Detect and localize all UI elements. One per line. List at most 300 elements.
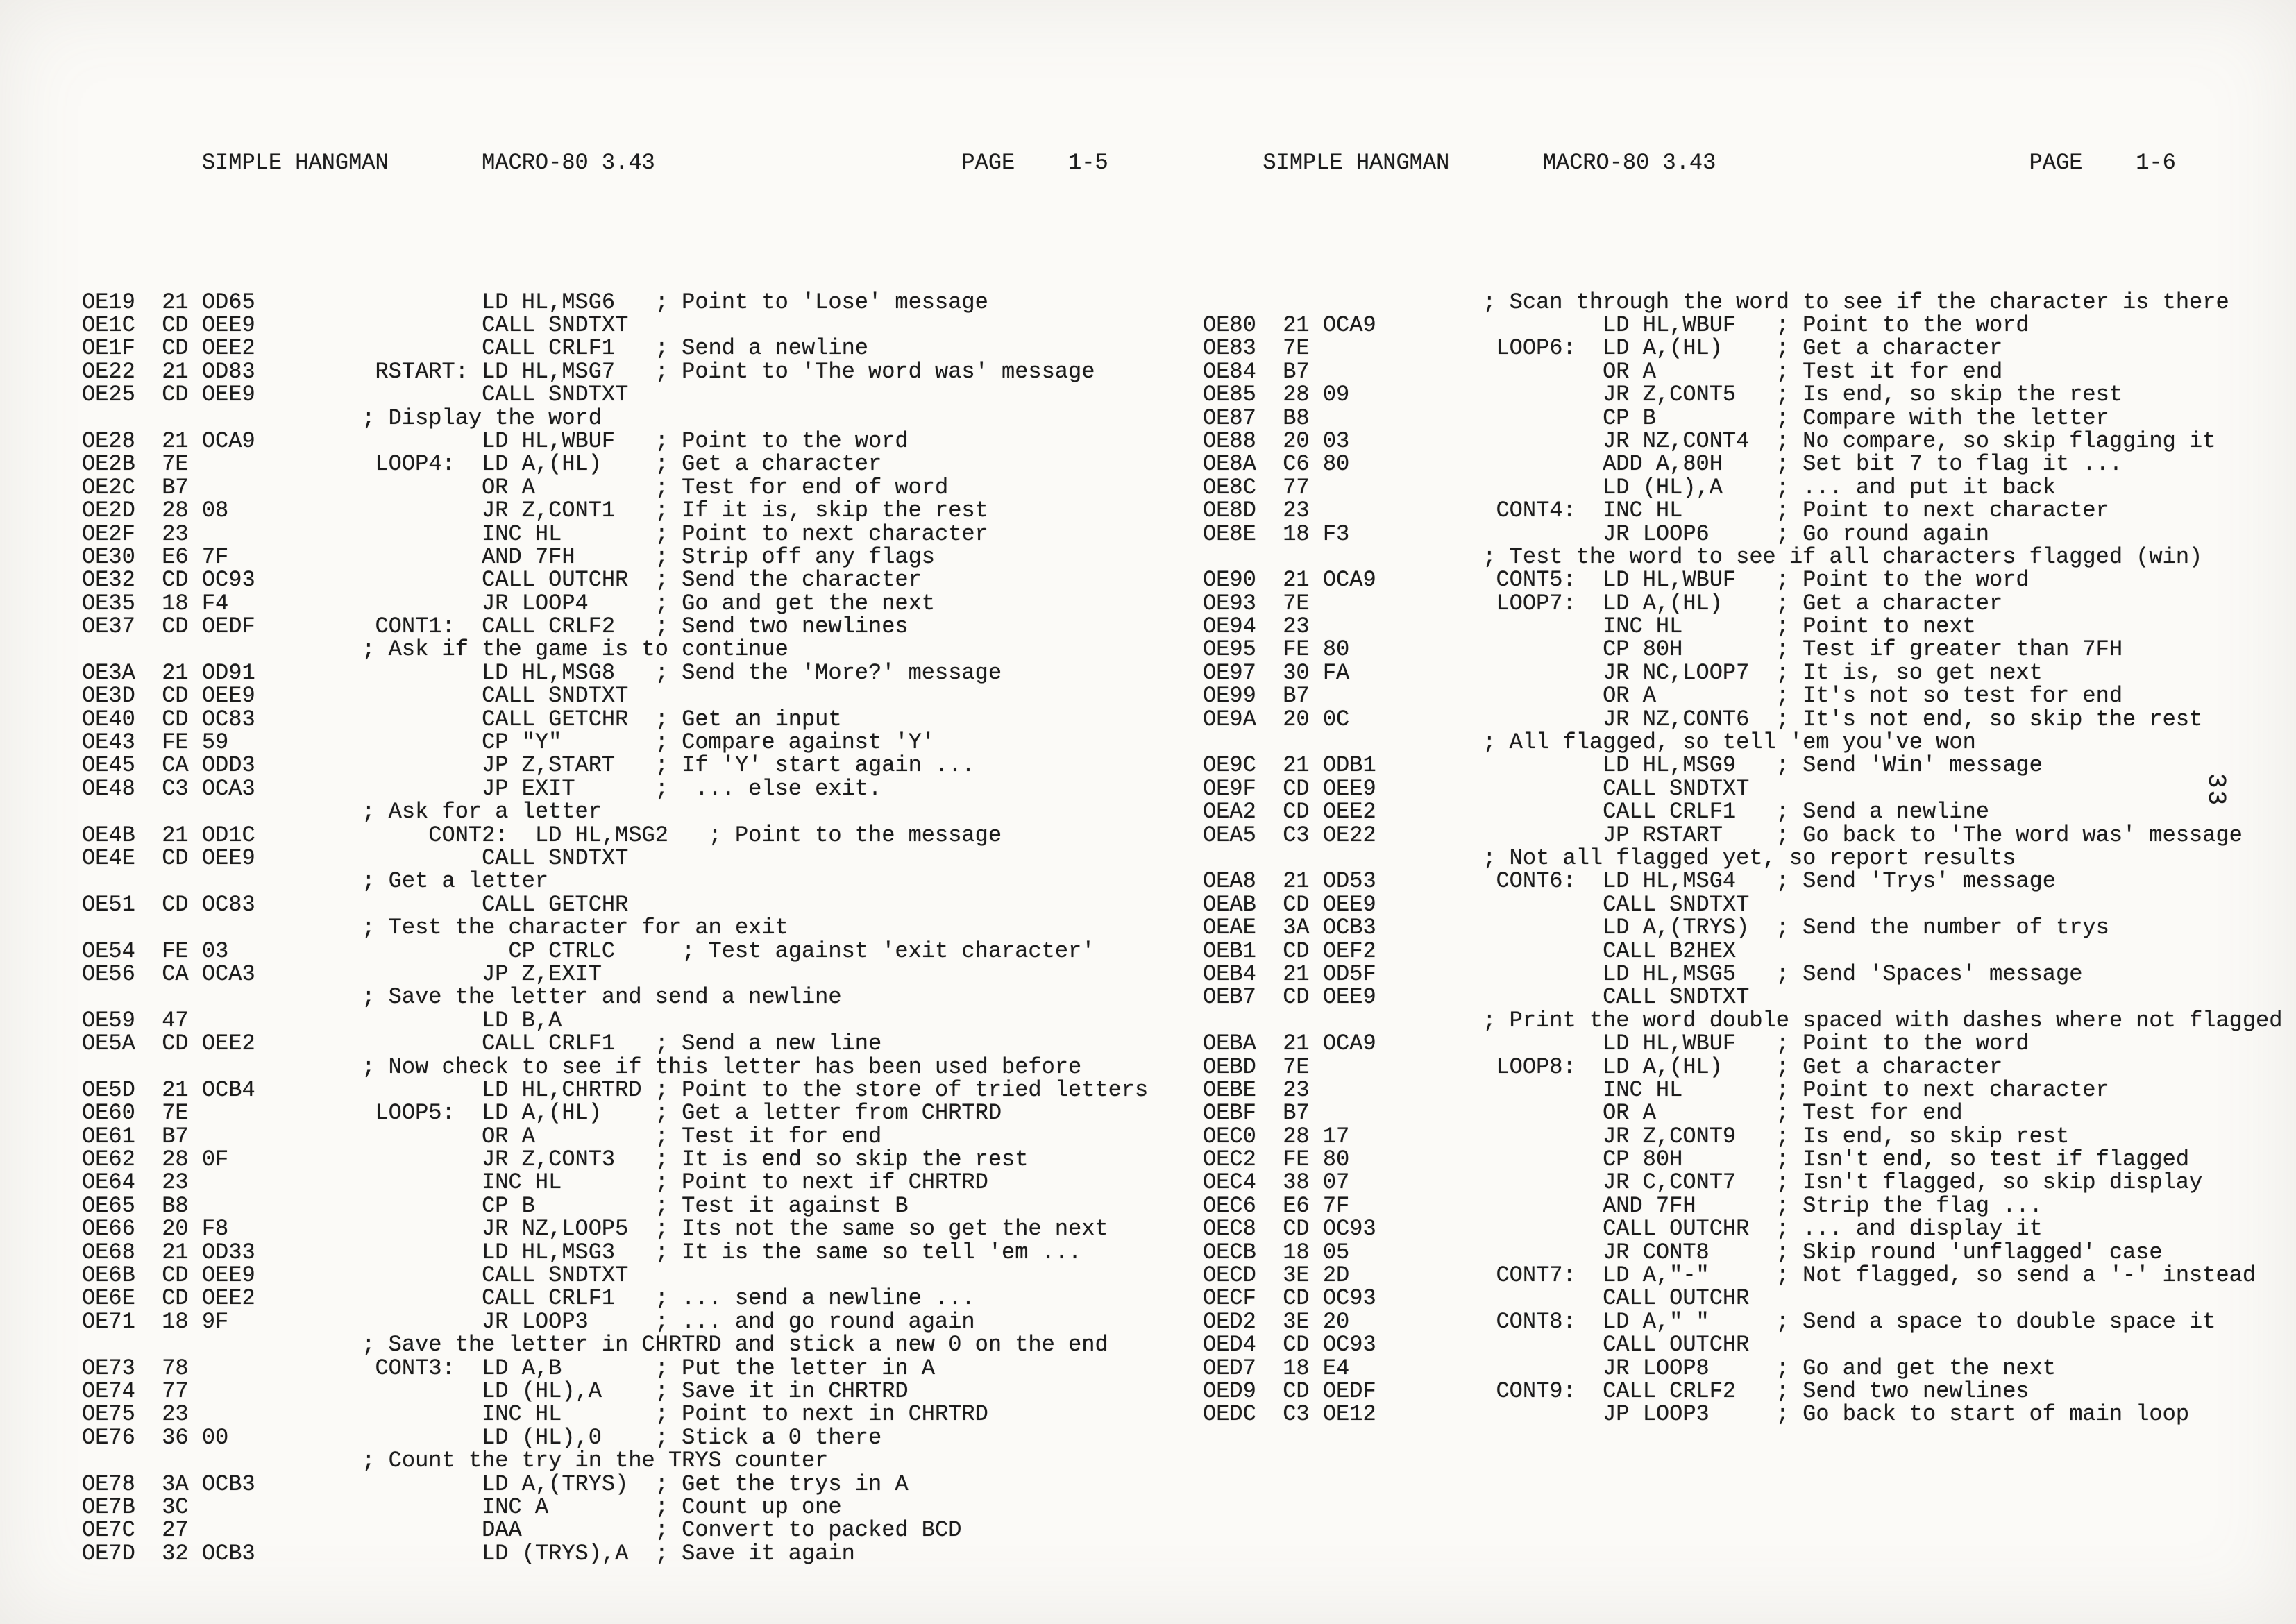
object-bytes: 20 03 bbox=[1283, 428, 1350, 454]
block-comment-text: ; All flagged, so tell 'em you've won bbox=[1483, 729, 1976, 756]
address: OE40 bbox=[82, 706, 135, 732]
instruction: INC HL bbox=[1603, 498, 1683, 524]
object-bytes: 30 FA bbox=[1283, 659, 1350, 686]
comment: ; Isn't flagged, so skip display bbox=[1775, 1169, 2203, 1196]
code-line bbox=[1203, 708, 2286, 731]
instruction: LD A,(HL) bbox=[1603, 1054, 1723, 1080]
address: OE51 bbox=[82, 891, 135, 917]
assembler-name: MACRO-80 3.43 bbox=[1542, 150, 1716, 176]
comment: ; No compare, so skip flagging it bbox=[1775, 428, 2216, 454]
comment: ; Point to the word bbox=[655, 428, 909, 454]
assembler-name: MACRO-80 3.43 bbox=[482, 150, 655, 176]
instruction: CALL SNDTXT bbox=[1603, 775, 1750, 802]
code-line bbox=[82, 1076, 1192, 1103]
object-bytes: 23 bbox=[1283, 498, 1310, 524]
instruction: LD HL,MSG6 bbox=[482, 289, 616, 315]
object-bytes: 7E bbox=[162, 451, 189, 477]
instruction: JR Z,CONT1 bbox=[482, 498, 616, 524]
code-line bbox=[1203, 430, 2286, 452]
instruction: LD HL,MSG3 bbox=[482, 1239, 616, 1265]
object-bytes: CA ODD3 bbox=[162, 752, 255, 779]
object-bytes: 7E bbox=[1283, 335, 1310, 362]
object-bytes: CD OEDF bbox=[162, 614, 255, 640]
address: OEC2 bbox=[1203, 1147, 1256, 1173]
address: OE80 bbox=[1203, 312, 1256, 339]
object-bytes: 23 bbox=[162, 1401, 189, 1428]
address: OE83 bbox=[1203, 335, 1256, 362]
instruction: CALL SNDTXT bbox=[482, 1262, 629, 1289]
code-line bbox=[1203, 777, 2286, 800]
instruction: CALL GETCHR bbox=[482, 706, 629, 732]
instruction: INC HL bbox=[482, 1169, 562, 1196]
code-line bbox=[1203, 986, 2286, 1008]
code-line bbox=[1203, 940, 2286, 963]
comment: ; Send a new line bbox=[655, 1031, 882, 1057]
comment-line bbox=[1203, 847, 2286, 870]
address: OEBD bbox=[1203, 1054, 1256, 1080]
object-bytes: CD OEE9 bbox=[1283, 775, 1376, 802]
code-line bbox=[1203, 638, 2286, 661]
object-bytes: CD OEE2 bbox=[1283, 799, 1376, 825]
page-word: PAGE bbox=[961, 150, 1015, 176]
instruction: LD A,B bbox=[482, 1355, 562, 1381]
comment: ; Go back to 'The word was' message bbox=[1775, 822, 2243, 848]
comment: ; Get a character bbox=[1775, 590, 2003, 616]
comment: ; Send a newline bbox=[655, 335, 868, 362]
address: OE62 bbox=[82, 1147, 135, 1173]
object-bytes: 21 OD5F bbox=[1283, 961, 1376, 987]
label: CONT5: bbox=[1496, 567, 1576, 593]
code-line bbox=[1203, 1264, 2286, 1287]
instruction: LD HL,WBUF bbox=[482, 428, 616, 454]
object-bytes: CD OEE9 bbox=[162, 312, 255, 339]
address: OE9A bbox=[1203, 706, 1256, 732]
comment: ; Point to the store of tried letters bbox=[655, 1076, 1149, 1103]
object-bytes: CD OC93 bbox=[1283, 1285, 1376, 1312]
instruction: LD A,(HL) bbox=[1603, 590, 1723, 616]
code-line bbox=[82, 1380, 1192, 1403]
address: OEA2 bbox=[1203, 799, 1256, 825]
instruction: CALL OUTCHR bbox=[1603, 1216, 1750, 1242]
label: CONT9: bbox=[1496, 1378, 1576, 1404]
comment: ; Go round again bbox=[1775, 521, 1989, 547]
instruction: LD A,(TRYS) bbox=[482, 1471, 629, 1497]
page-header bbox=[82, 128, 1192, 176]
address: OE87 bbox=[1203, 405, 1256, 431]
address: OE3A bbox=[82, 659, 135, 686]
code-line bbox=[82, 1287, 1192, 1310]
instruction: JR LOOP4 bbox=[482, 590, 589, 616]
object-bytes: 21 OCA9 bbox=[1283, 312, 1376, 339]
address: OE78 bbox=[82, 1471, 135, 1497]
instruction: CALL B2HEX bbox=[1603, 938, 1737, 964]
address: OECF bbox=[1203, 1285, 1256, 1312]
comment: ; Compare with the letter bbox=[1775, 405, 2109, 431]
listing-page-1-6 bbox=[1203, 82, 2286, 1473]
instruction: LD HL,WBUF bbox=[1603, 1031, 1737, 1057]
object-bytes: 20 F8 bbox=[162, 1216, 229, 1242]
code-line bbox=[82, 1009, 1192, 1032]
code-line bbox=[1203, 870, 2286, 893]
block-comment-text: ; Ask if the game is to continue bbox=[362, 636, 788, 663]
comment: ; Point to the word bbox=[1775, 567, 2029, 593]
address: OE59 bbox=[82, 1007, 135, 1033]
object-bytes: 21 OD1C bbox=[162, 822, 255, 848]
comment-line bbox=[82, 1333, 1192, 1356]
address: OEC6 bbox=[1203, 1192, 1256, 1219]
comment: ; Get a character bbox=[655, 451, 882, 477]
code-line bbox=[82, 847, 1192, 870]
instruction: INC A bbox=[482, 1494, 549, 1520]
object-bytes: CD OEE9 bbox=[1283, 984, 1376, 1010]
code-line bbox=[1203, 1032, 2286, 1055]
address: OE32 bbox=[82, 567, 135, 593]
address: OE5A bbox=[82, 1031, 135, 1057]
address: OE1C bbox=[82, 312, 135, 339]
comment-line bbox=[82, 916, 1192, 939]
label: CONT4: bbox=[1496, 498, 1576, 524]
comment-line bbox=[1203, 1009, 2286, 1032]
comment: ; Send 'Trys' message bbox=[1775, 868, 2056, 895]
address: OEB4 bbox=[1203, 961, 1256, 987]
instruction: ADD A,80H bbox=[1603, 451, 1723, 477]
code-line bbox=[82, 615, 1192, 638]
instruction: LD (TRYS),A bbox=[482, 1540, 629, 1566]
code-line bbox=[82, 1032, 1192, 1055]
comment-line bbox=[1203, 545, 2286, 568]
code-line bbox=[1203, 1148, 2286, 1171]
code-line bbox=[1203, 592, 2286, 615]
code-line bbox=[1203, 383, 2286, 406]
address: OE65 bbox=[82, 1192, 135, 1219]
address: OE7B bbox=[82, 1494, 135, 1520]
comment: ; Get the trys in A bbox=[655, 1471, 909, 1497]
address: OE54 bbox=[82, 938, 135, 964]
object-bytes: CD OEF2 bbox=[1283, 938, 1376, 964]
instruction: LD HL,MSG7 bbox=[482, 358, 616, 384]
comment-line bbox=[1203, 291, 2286, 314]
instruction: CALL OUTCHR bbox=[1603, 1285, 1750, 1312]
address: OE85 bbox=[1203, 382, 1256, 408]
object-bytes: C3 OE22 bbox=[1283, 822, 1376, 848]
object-bytes: 21 ODB1 bbox=[1283, 752, 1376, 779]
code-line bbox=[1203, 916, 2286, 939]
comment: ; Get a character bbox=[1775, 1054, 2003, 1080]
object-bytes: 23 bbox=[162, 521, 189, 547]
address: OEC0 bbox=[1203, 1123, 1256, 1149]
code-line bbox=[82, 1357, 1192, 1380]
comment: ; ... else exit. bbox=[655, 775, 882, 802]
object-bytes: CA OCA3 bbox=[162, 961, 255, 987]
comment: ; Send a newline bbox=[1775, 799, 1989, 825]
code-line bbox=[1203, 1171, 2286, 1194]
address: OE30 bbox=[82, 543, 135, 570]
address: OE2D bbox=[82, 498, 135, 524]
address: OE4E bbox=[82, 845, 135, 871]
address: OE76 bbox=[82, 1424, 135, 1450]
code-line bbox=[82, 1217, 1192, 1240]
object-bytes: FE 80 bbox=[1283, 1147, 1350, 1173]
comment: ; Send 'Win' message bbox=[1775, 752, 2043, 779]
address: OE84 bbox=[1203, 358, 1256, 384]
instruction: LD HL,MSG5 bbox=[1603, 961, 1737, 987]
instruction: INC HL bbox=[482, 521, 562, 547]
block-comment-text: ; Count the try in the TRYS counter bbox=[362, 1448, 829, 1474]
code-line bbox=[82, 708, 1192, 731]
object-bytes: 20 0C bbox=[1283, 706, 1350, 732]
object-bytes: E6 7F bbox=[162, 543, 229, 570]
comment: ; Stick a 0 there bbox=[655, 1424, 882, 1450]
instruction: CALL SNDTXT bbox=[482, 845, 629, 871]
object-bytes: CD OEE2 bbox=[162, 1031, 255, 1057]
header-gap bbox=[82, 198, 1192, 244]
instruction: CALL OUTCHR bbox=[482, 567, 629, 593]
code-line bbox=[1203, 1357, 2286, 1380]
code-line bbox=[82, 661, 1192, 684]
instruction: CALL SNDTXT bbox=[1603, 984, 1750, 1010]
instruction: JR NZ,CONT6 bbox=[1603, 706, 1750, 732]
label: LOOP8: bbox=[1496, 1054, 1576, 1080]
comment-line bbox=[82, 407, 1192, 430]
address: OE2B bbox=[82, 451, 135, 477]
address: OE8E bbox=[1203, 521, 1256, 547]
object-bytes: C6 80 bbox=[1283, 451, 1350, 477]
comment-line bbox=[82, 638, 1192, 661]
address: OEAB bbox=[1203, 891, 1256, 917]
code-line bbox=[1203, 1076, 2286, 1103]
instruction: LD A,(TRYS) bbox=[1603, 915, 1750, 941]
object-bytes: 23 bbox=[162, 1169, 189, 1196]
instruction: LD A,"-" bbox=[1603, 1262, 1710, 1289]
instruction: JP LOOP3 bbox=[1603, 1401, 1710, 1428]
code-line bbox=[82, 1194, 1192, 1217]
object-bytes: 23 bbox=[1283, 1076, 1310, 1103]
object-bytes: 78 bbox=[162, 1355, 189, 1381]
comment: ; Point to 'Lose' message bbox=[655, 289, 988, 315]
object-bytes: CD OC83 bbox=[162, 891, 255, 917]
address: OE64 bbox=[82, 1169, 135, 1196]
instruction: CALL SNDTXT bbox=[1603, 891, 1750, 917]
address: OE61 bbox=[82, 1123, 135, 1149]
address: OE1F bbox=[82, 335, 135, 362]
comment: ; Test if greater than 7FH bbox=[1775, 636, 2123, 663]
instruction: LD HL,MSG9 bbox=[1603, 752, 1737, 779]
object-bytes: B7 bbox=[162, 1123, 189, 1149]
comment-line bbox=[82, 870, 1192, 893]
code-line bbox=[82, 360, 1192, 383]
code-line bbox=[82, 893, 1192, 916]
instruction: CALL CRLF2 bbox=[1603, 1378, 1737, 1404]
block-comment-text: ; Save the letter and send a newline bbox=[362, 984, 842, 1010]
code-line bbox=[82, 940, 1192, 963]
address: OE28 bbox=[82, 428, 135, 454]
comment: ; Test it for end bbox=[655, 1123, 882, 1149]
code-line bbox=[1203, 963, 2286, 986]
code-line bbox=[82, 337, 1192, 360]
object-bytes: 21 OCA9 bbox=[162, 428, 255, 454]
address: OE75 bbox=[82, 1401, 135, 1428]
code-line bbox=[82, 1542, 1192, 1565]
instruction: JR C,CONT7 bbox=[1603, 1169, 1737, 1196]
address: OE37 bbox=[82, 614, 135, 640]
object-bytes: 18 05 bbox=[1283, 1239, 1350, 1265]
comment: ; It is the same so tell 'em ... bbox=[655, 1239, 1082, 1265]
code-line bbox=[82, 1403, 1192, 1426]
address: OECB bbox=[1203, 1239, 1256, 1265]
comment: ; Point to next character bbox=[655, 521, 988, 547]
code-line bbox=[1203, 407, 2286, 430]
instruction: CALL CRLF1 bbox=[482, 1285, 616, 1312]
comment: ; Point to the message bbox=[708, 822, 1002, 848]
code-line bbox=[1203, 1101, 2286, 1124]
address: OEBE bbox=[1203, 1076, 1256, 1103]
code-line bbox=[82, 1519, 1192, 1541]
instruction: CALL CRLF2 bbox=[482, 614, 616, 640]
address: OEB7 bbox=[1203, 984, 1256, 1010]
address: OED9 bbox=[1203, 1378, 1256, 1404]
instruction: LD HL,MSG8 bbox=[482, 659, 616, 686]
address: OE71 bbox=[82, 1308, 135, 1335]
address: OE9F bbox=[1203, 775, 1256, 802]
comment: ; Point to next character bbox=[1775, 498, 2109, 524]
instruction: LD HL,CHRTRD bbox=[482, 1076, 642, 1103]
address: OEA8 bbox=[1203, 868, 1256, 895]
page-number: 1-6 bbox=[2136, 150, 2176, 176]
object-bytes: 21 OD53 bbox=[1283, 868, 1376, 895]
object-bytes: CD OC93 bbox=[162, 567, 255, 593]
object-bytes: B7 bbox=[1283, 1100, 1310, 1126]
address: OE73 bbox=[82, 1355, 135, 1381]
object-bytes: FE 59 bbox=[162, 729, 229, 756]
comment: ; Its not the same so get the next bbox=[655, 1216, 1108, 1242]
label: LOOP4: bbox=[375, 451, 455, 477]
comment: ; Get a letter from CHRTRD bbox=[655, 1100, 1002, 1126]
code-line bbox=[1203, 452, 2286, 475]
code-line bbox=[1203, 1380, 2286, 1403]
object-bytes: B8 bbox=[162, 1192, 189, 1219]
address: OE6B bbox=[82, 1262, 135, 1289]
code-line bbox=[82, 383, 1192, 406]
code-line bbox=[82, 499, 1192, 522]
instruction: JR NZ,LOOP5 bbox=[482, 1216, 629, 1242]
code-line bbox=[1203, 314, 2286, 337]
object-bytes: 23 bbox=[1283, 614, 1310, 640]
page-word: PAGE bbox=[2029, 150, 2083, 176]
block-comment-text: ; Display the word bbox=[362, 405, 602, 431]
instruction: JR LOOP6 bbox=[1603, 521, 1710, 547]
instruction: LD HL,WBUF bbox=[1603, 567, 1737, 593]
object-bytes: 21 OD33 bbox=[162, 1239, 255, 1265]
code-line bbox=[1203, 523, 2286, 545]
code-line bbox=[82, 824, 1192, 847]
object-bytes: B8 bbox=[1283, 405, 1310, 431]
address: OE94 bbox=[1203, 614, 1256, 640]
address: OEB1 bbox=[1203, 938, 1256, 964]
comment: ; Test for end bbox=[1775, 1100, 1963, 1126]
comment: ; It is, so get next bbox=[1775, 659, 2043, 686]
address: OE66 bbox=[82, 1216, 135, 1242]
block-comment-text: ; Not all flagged yet, so report results bbox=[1483, 845, 2016, 871]
comment: ; Is end, so skip rest bbox=[1775, 1123, 2070, 1149]
object-bytes: 28 17 bbox=[1283, 1123, 1350, 1149]
code-line bbox=[82, 1241, 1192, 1264]
instruction: JR Z,CONT9 bbox=[1603, 1123, 1737, 1149]
object-bytes: B7 bbox=[162, 474, 189, 500]
address: OE7D bbox=[82, 1540, 135, 1566]
code-line bbox=[82, 452, 1192, 475]
comment: ; It's not end, so skip the rest bbox=[1775, 706, 2203, 732]
comment: ; Test it for end bbox=[1775, 358, 2003, 384]
label: CONT2: bbox=[428, 822, 509, 848]
code-line bbox=[82, 1496, 1192, 1519]
code-line bbox=[82, 1310, 1192, 1333]
address: OEC4 bbox=[1203, 1169, 1256, 1196]
block-comment-text: ; Print the word double spaced with dashes where not flagged bbox=[1483, 1007, 2283, 1033]
instruction: JR NC,LOOP7 bbox=[1603, 659, 1750, 686]
address: OE19 bbox=[82, 289, 135, 315]
address: OE88 bbox=[1203, 428, 1256, 454]
code-line bbox=[82, 314, 1192, 337]
block-comment-text: ; Save the letter in CHRTRD and stick a new 0 on the end bbox=[362, 1332, 1108, 1358]
comment: ; Compare against 'Y' bbox=[655, 729, 935, 756]
code-listing bbox=[1203, 291, 2286, 1426]
address: OED2 bbox=[1203, 1308, 1256, 1335]
code-line bbox=[1203, 615, 2286, 638]
instruction: OR A bbox=[482, 474, 535, 500]
code-line bbox=[82, 1426, 1192, 1449]
instruction: CP "Y" bbox=[482, 729, 562, 756]
object-bytes: 47 bbox=[162, 1007, 189, 1033]
instruction: JP EXIT bbox=[482, 775, 575, 802]
comment: ; Get a character bbox=[1775, 335, 2003, 362]
code-line bbox=[1203, 824, 2286, 847]
comment: ; It is end so skip the rest bbox=[655, 1147, 1029, 1173]
comment: ; If it is, skip the rest bbox=[655, 498, 988, 524]
block-comment-text: ; Test the character for an exit bbox=[362, 915, 788, 941]
instruction: LD HL,WBUF bbox=[1603, 312, 1737, 339]
comment: ; Save it again bbox=[655, 1540, 855, 1566]
label: CONT8: bbox=[1496, 1308, 1576, 1335]
code-line bbox=[82, 1125, 1192, 1148]
instruction: AND 7FH bbox=[482, 543, 575, 570]
object-bytes: 7E bbox=[1283, 1054, 1310, 1080]
object-bytes: CD OEE9 bbox=[162, 1262, 255, 1289]
object-bytes: 36 00 bbox=[162, 1424, 229, 1450]
address: OED4 bbox=[1203, 1332, 1256, 1358]
instruction: OR A bbox=[1603, 358, 1656, 384]
block-comment-text: ; Now check to see if this letter has been used before bbox=[362, 1054, 1082, 1080]
code-line bbox=[1203, 1403, 2286, 1426]
object-bytes: 3E 20 bbox=[1283, 1308, 1350, 1335]
object-bytes: 28 0F bbox=[162, 1147, 229, 1173]
instruction: CP 80H bbox=[1603, 1147, 1683, 1173]
object-bytes: B7 bbox=[1283, 358, 1310, 384]
instruction: JR CONT8 bbox=[1603, 1239, 1710, 1265]
comment: ; Point to 'The word was' message bbox=[655, 358, 1095, 384]
address: OEA5 bbox=[1203, 822, 1256, 848]
address: OE35 bbox=[82, 590, 135, 616]
address: OE3D bbox=[82, 683, 135, 709]
instruction: CP CTRLC bbox=[508, 938, 616, 964]
code-line bbox=[82, 568, 1192, 591]
address: OE95 bbox=[1203, 636, 1256, 663]
label: LOOP5: bbox=[375, 1100, 455, 1126]
listing-page-1-5 bbox=[82, 82, 1192, 1612]
code-line bbox=[1203, 1333, 2286, 1356]
code-line bbox=[1203, 1241, 2286, 1264]
object-bytes: 32 OCB3 bbox=[162, 1540, 255, 1566]
comment: ; Send two newlines bbox=[655, 614, 909, 640]
